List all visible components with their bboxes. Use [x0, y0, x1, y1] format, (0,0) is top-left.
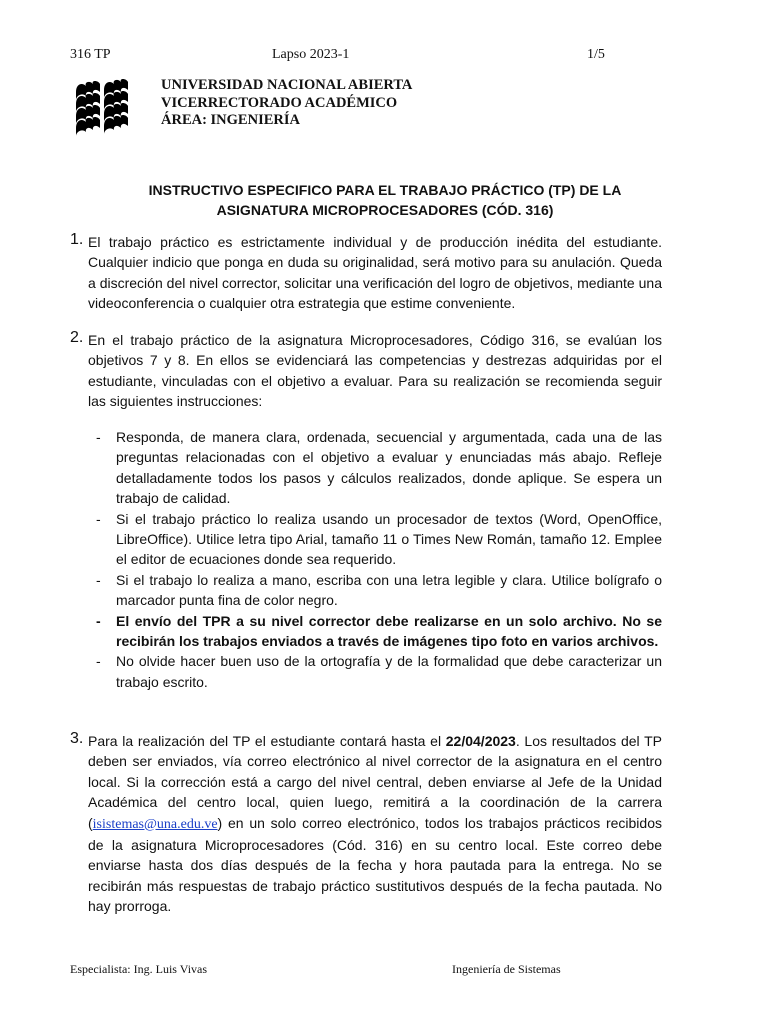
- section-1: [70, 232, 662, 314]
- section-2: [70, 330, 662, 412]
- institution-name: UNIVERSIDAD NACIONAL ABIERTA: [161, 77, 413, 93]
- deadline-date: 22/04/2023: [445, 733, 516, 749]
- dash-marker: -: [96, 571, 101, 588]
- text-before-date: Para la realización del TP el estudiante contará hasta el: [88, 733, 446, 749]
- institution-vicerrectorado: VICERRECTORADO ACADÉMICO: [161, 94, 398, 111]
- footer-program: Ingeniería de Sistemas: [452, 962, 561, 976]
- list-item-text: No olvide hacer buen uso de la ortografía y de la formalidad que debe caracterizar un trabajo escrito.: [116, 653, 662, 690]
- document-title: [80, 180, 690, 220]
- list-item-text: Si el trabajo práctico lo realiza usando un procesador de textos (Word, OpenOffice, LibreOffice). Utilice letra tipo Arial, tamaño 11 o Times New Román, tamaño 12. Emplee el editor de ecuaciones donde sea requerido.: [116, 510, 662, 568]
- title-line-1: INSTRUCTIVO ESPECIFICO PARA EL TRABAJO PRÁCTICO (TP) DE LA: [148, 182, 622, 198]
- section-number: 2.: [70, 329, 84, 346]
- list-item: [96, 570, 662, 611]
- course-code: 316 TP: [70, 47, 111, 62]
- instruction-list: [96, 427, 662, 692]
- institution-block: [161, 77, 412, 130]
- dash-marker: -: [96, 429, 101, 445]
- list-item-text: Responda, de manera clara, ordenada, secuencial y argumentada, cada una de las preguntas relacionadas con el objetivo a evaluar y enunciadas más abajo. Refleje detalladamente todos los pasos y cálculos realizados, donde aplique. Se espera un trabajo de calidad.: [116, 429, 662, 507]
- text-before-email: . Los resultados del TP deben ser enviados, vía correo electrónico al nivel corrector de la asignatura en el centro local. Si la corrección está a cargo del nivel central, deben enviarse al Jefe de la Unidad Académica del centro local, quien luego, remitirá a la coordinación de la carrera (: [88, 733, 662, 831]
- dash-marker: -: [96, 510, 101, 527]
- section-3: [70, 731, 662, 917]
- list-item-text: Si el trabajo lo realiza a mano, escriba con una letra legible y clara. Utilice bolígrafo o marcador punta fina de color negro.: [116, 571, 662, 609]
- list-item: [96, 427, 662, 509]
- dash-marker: -: [96, 612, 101, 629]
- email-link[interactable]: isistemas@una.edu.ve: [92, 816, 218, 832]
- term-label: Lapso 2023-1: [272, 47, 350, 62]
- institution-area: ÁREA: INGENIERÍA: [161, 112, 300, 128]
- section-text: En el trabajo práctico de la asignatura Microprocesadores, Código 316, se evalúan los objetivos 7 y 8. En ellos se evidenciará las competencias y destrezas adquiridas por el estudiante, vinculadas con el objetivo a evaluar. Para su realización se recomienda seguir las siguientes instrucciones:: [88, 332, 662, 410]
- list-item: [96, 651, 662, 692]
- list-item: [96, 509, 662, 570]
- page-number: 1/5: [587, 47, 605, 62]
- list-item: [96, 611, 662, 652]
- footer-specialist: Especialista: Ing. Luis Vivas: [70, 962, 208, 976]
- section-number: 1.: [70, 231, 84, 248]
- dash-marker: -: [96, 653, 101, 670]
- text-after-email: ) en un solo correo electrónico, todos los trabajos prácticos recibidos de la asignatura Microprocesadores (Cód. 316) en su centro local. Este correo debe enviarse hasta dos días después de la fecha y hora pautada para la entrega. No se recibirán más respuestas de trabajo práctico sustitutivos después de la fecha pautada. No hay prorroga.: [88, 814, 662, 915]
- university-logo-icon: [74, 78, 130, 136]
- section-text: [88, 731, 662, 917]
- section-text: El trabajo práctico es estrictamente individual y de producción inédita del estudiante. Cualquier indicio que ponga en duda su originalidad, será motivo para su anulación. Queda a discreción del nivel corrector, solicitar una verificación del logro de objetivos, mediante una videoconferencia o cualquier otra estrategia que estime conveniente.: [88, 234, 662, 312]
- list-item-text-bold: El envío del TPR a su nivel corrector debe realizarse en un solo archivo. No se recibirán los trabajos enviados a través de imágenes tipo foto en varios archivos.: [116, 612, 662, 650]
- title-line-2: ASIGNATURA MICROPROCESADORES (CÓD. 316): [216, 202, 554, 218]
- section-number: 3.: [70, 730, 84, 747]
